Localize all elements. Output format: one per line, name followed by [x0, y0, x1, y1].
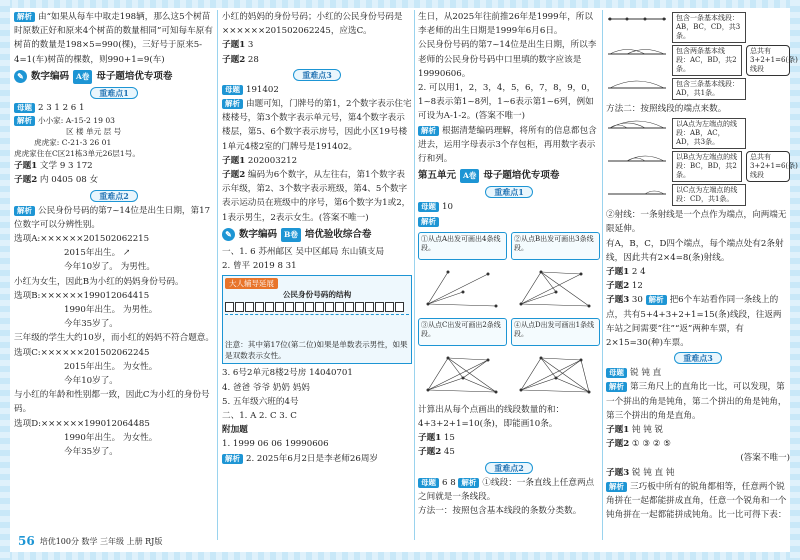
- difficulty-label: 重难点1: [418, 186, 600, 198]
- segment-row: [606, 78, 790, 100]
- description-box: 以B点为左端点的线段：BC，BD，共2条。: [672, 151, 742, 182]
- analysis-block: 解析 小小家: A-15-2 19 03 区 楼 单元 层 号 虎虎家: C-21-3 26 01 虎虎家住在C区21栋3单元26层1号。: [14, 116, 140, 159]
- sub-question-1: 子题1 2 4: [606, 267, 646, 278]
- analysis-label: 解析: [418, 215, 600, 229]
- sub-question-2: 子题2 内 0405 08 女: [14, 175, 99, 186]
- line-diagram-grid: [418, 232, 600, 400]
- description-box: 包含两条基本线段：AC，BD，共2条。: [672, 45, 742, 76]
- difficulty-label: 重难点3: [222, 69, 412, 81]
- text-line: 选项B:××××××19901206​4415: [14, 290, 150, 301]
- paragraph: 计算出从每个点画出的线段数量的和：4+3+2+1=10(条)，即能画10条。: [418, 404, 565, 430]
- answer-line: 二、1. A 2. C 3. C: [222, 411, 297, 422]
- text-line: 选项D:××××××19901206​4485: [14, 418, 150, 429]
- segment-row: [606, 151, 798, 182]
- bonus-heading: 附加题: [222, 425, 248, 436]
- text-line: 今年35岁了。: [64, 319, 118, 330]
- tip-box: [222, 275, 412, 364]
- calculator-icon: ✎: [222, 228, 235, 241]
- text-line: 1990年出生。 为男性。: [64, 305, 158, 316]
- difficulty-label: 重难点2: [418, 462, 600, 474]
- answer-line: 3. 6号2单元8楼2号房 14040701: [222, 368, 353, 379]
- text-line: 今年10岁了。: [64, 376, 118, 387]
- column-4: [606, 10, 798, 522]
- mother-question: 母题 191402: [222, 83, 412, 97]
- sub-question-1: 子题1 202003212: [222, 155, 298, 166]
- segment-row: [606, 118, 790, 149]
- sub-question-2: 子题2 28: [222, 54, 259, 65]
- diagram-box: ①从点A出发可画出4条线段。: [418, 232, 507, 260]
- note: (答案不唯一): [740, 453, 790, 464]
- sub-question-1: 子题1 3: [222, 40, 254, 51]
- paragraph: 解析 第三角尺上的直角比一比，可以发现，第一个拼出的角是钝角，第二个拼出的角是钝角，第三个拼出的角是直角。: [606, 382, 787, 421]
- total-box: 总共有3+2+1=6(条)线段: [746, 45, 790, 76]
- answer-line: 2. 曾平 2019 8 31: [222, 261, 297, 272]
- description-box: 以C点为左端点的线段：CD，共1条。: [672, 184, 746, 206]
- point-diagram: [418, 264, 504, 314]
- segment-row: [606, 12, 790, 43]
- paragraph: 解析 公民身份号码的第7~14位是出生日期，第17位数字可以分辨性别。: [14, 205, 211, 230]
- tip-heading: 公民身份号码的结构: [282, 290, 352, 300]
- page-number: 56: [18, 534, 35, 548]
- sub-question-1: 子题1 文学 9 3 172: [14, 161, 93, 172]
- analysis-tag: 解析: [14, 12, 35, 22]
- paragraph: 解析 根据清楚编码理解，将所有的信息都包含进去，运用字母表示3个存包柜，再用数字表示行和列。: [418, 125, 597, 165]
- diagram-box: ④从点D出发可画出1条线段。: [511, 318, 600, 346]
- point-diagram: [511, 350, 597, 400]
- sub-question-2: 子题2 ① ③ ② ⑤: [606, 439, 671, 450]
- mother-question: 母题 10: [418, 200, 600, 214]
- text-line: 与小红的年龄和性别都一致，因此C为小红的身份号码。: [14, 390, 210, 415]
- text-line: 选项C:××××××20150206​2245: [14, 347, 150, 358]
- paragraph: 解析 2. 2025年6月2日是李老师26周岁: [222, 452, 412, 466]
- diagram-labels: [225, 314, 409, 337]
- sub-question-1: 子题1 15: [418, 433, 455, 444]
- paragraph: 解析 由“如果从每车中取走198辆，那么这5个树苗时原数正好和原来4个树苗的数量相同”可知每车原有树苗的数量是198×5=990(棵)，三好号于原来5-4=1(车)树苗的棵数，则990+1=9(车): [14, 12, 213, 65]
- sub-question-3: 子题3 锐 钝 直 钝: [606, 467, 675, 478]
- tip-title: 大人辅导延展: [225, 278, 278, 289]
- column-1: [14, 10, 214, 459]
- sub-question-2: 子题2 45: [418, 447, 455, 458]
- segment-diagram: [606, 45, 668, 59]
- text-line: 三年级的学生大约10岁，而小红的妈妈不符合题意。: [14, 333, 214, 344]
- unit-header: 第五单元 A卷 母子题培优专项卷: [418, 169, 600, 183]
- tip-note: 注意：其中第17位(第二位)如果是单数表示男性，如果是双数表示女性。: [225, 340, 408, 361]
- point-diagram: [418, 350, 504, 400]
- sub-question-2: 子题2 12: [606, 281, 643, 292]
- difficulty-label: 重难点3: [606, 352, 790, 364]
- segment-diagram: [606, 184, 668, 198]
- sub-question-1: 子题1 钝 钝 锐: [606, 425, 664, 436]
- difficulty-label: 重难点1: [14, 87, 214, 99]
- paragraph: ②射线：一条射线是一个点作为端点，向两端无限延伸。: [606, 210, 787, 235]
- answer-line: 1. 1999 06 06 19990606: [222, 439, 329, 450]
- segment-diagram: [606, 151, 668, 165]
- paragraph: 解析 由题可知，门牌号的第1，2个数字表示住宅楼楼号，第3个数字表示单元号，第4个数字表示楼层，第5、6个数字表示房号，因此小区19号楼1单元4楼2室的门牌号是191402。: [222, 99, 412, 152]
- text-line: 1990年出生。 为女性。: [64, 432, 158, 443]
- answer-line: 5. 五年级六班的4号: [222, 396, 299, 407]
- mother-question: 母题 锐 钝 直: [606, 366, 790, 380]
- segment-diagram: [606, 78, 668, 92]
- text-line: 今年35岁了。: [64, 447, 118, 458]
- difficulty-label: 重难点2: [14, 190, 214, 202]
- paragraph: 2. 可以用1，2，3，4，5，6，7，8，9，0，1~8表示第1~8列，1~6表示第1~6列，例如可设为A-1-2。(答案不唯一): [418, 83, 596, 122]
- paragraph: 小红的妈妈的身份号码；小红的公民身份号码是××××××20150206​2245，应选C。: [222, 12, 403, 37]
- column-3: [418, 10, 600, 518]
- point-diagram: [511, 264, 597, 314]
- text-line: 2015年出生。 ↗: [64, 248, 131, 259]
- sub-question-3: 子题3 30 解析 把6个车站看作同一条线上的点，共有5+4+3+2+1=15(条)线段，往返两车站之间需要“往”“返”两种车票，有2×15=30(种)车票。: [606, 295, 782, 349]
- segment-diagram: [606, 12, 668, 26]
- mother-question: 母题 6 8 解析 ①线段：一条直线上任意两点之间就是一条线段。: [418, 477, 595, 502]
- page-footer: [18, 534, 162, 548]
- answer-line: 4. 爸爸 爷爷 奶奶 妈妈: [222, 382, 310, 393]
- footer-text: 培优100分 数学 三年级 上册 RJ版: [39, 536, 163, 546]
- segment-row: [606, 45, 798, 76]
- sub-question-2: 子题2 编码为6个数字，从左往右，第1个数字表示年级，第2、3个数字表示班级，第4、5个数字表示运动员在班级中的序号，第6个数字为1或2，1表示男生，2表示女生。(答案不唯一): [222, 170, 411, 223]
- text-line: 2015年出生。 为女性。: [64, 361, 158, 372]
- diagram-box: ②从点B出发可画出3条线段。: [511, 232, 600, 260]
- paragraph: 方法一：按照包含基本线段的条数分类数。: [418, 506, 582, 517]
- paragraph: 生日，从2025年往前推26年是1999年，所以李老师的出生日期是1999年6月6日。: [418, 12, 593, 37]
- section-header: ✎ 数字编码 B卷 培优验收综合卷: [222, 228, 412, 242]
- total-box: 总共有3+2+1=6(条)线段: [746, 151, 790, 182]
- method-heading: 方法二：按照线段的端点来数。: [606, 104, 727, 114]
- paragraph: 公民身份号码的第7~14位是出生日期，所以李老师的公民身份号码中口里填的数字应该是19990606。: [418, 40, 597, 79]
- segment-diagram: [606, 118, 668, 132]
- id-code-diagram: [225, 302, 409, 312]
- section-header: ✎ 数字编码 A卷 母子题培优专项卷: [14, 70, 214, 84]
- column-2: [222, 10, 412, 466]
- answer-line: 一、1. 6 苏州邮区 吴中区邮局 东山镇支局: [222, 247, 385, 258]
- text-line: 小红为女生，因此B为小红的妈妈身份号码。: [14, 276, 184, 287]
- paragraph: 解析 三巧板中所有的锐角都相等，任意两个锐角拼在一起都能拼成直角，任意一个锐角和一个钝角拼在一起都能拼成钝角。比一比可得下表：: [606, 481, 787, 521]
- description-box: 包含三条基本线段：AD，共1条。: [672, 78, 746, 100]
- text-line: 今年10岁了。 为男性。: [64, 262, 156, 273]
- description-box: 包含一条基本线段：AB，BC，CD，共3条。: [672, 12, 746, 43]
- paragraph: 有A，B，C，D四个端点，每个端点处有2条射线，因此共有2×4=8(条)射线。: [606, 238, 784, 263]
- segment-row: [606, 184, 790, 206]
- text-line: 选项A:××××××20150206​2215: [14, 234, 150, 245]
- calculator-icon: ✎: [14, 70, 27, 83]
- mother-question: 母题 2 3 1 2 6 1: [14, 101, 214, 115]
- diagram-box: ③从点C出发可画出2条线段。: [418, 318, 507, 346]
- description-box: 以A点为左端点的线段：AB，AC，AD，共3条。: [672, 118, 746, 149]
